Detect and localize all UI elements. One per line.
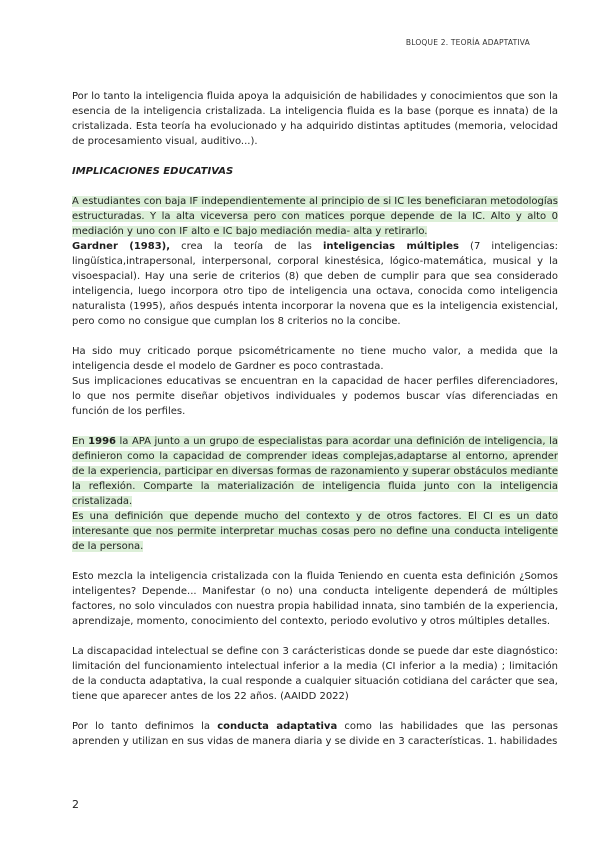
highlighted-text [72,436,558,507]
year-1996: 1996 [88,436,117,447]
paragraph-apa-definition [72,434,558,509]
text-run: Por lo tanto definimos la [72,721,218,732]
text-run: (7 inteligencias: lingüística,intrapersonal, interpersonal, corporal kinestésica, lógico-matemática, musical y la visoespacial). Hay una serie de criterios (8) que deben de cumplir para que sea considerado inteligencia, luego incorpora otro tipo de inteligencia una octava, conocida como inteligencia naturalista (1995), años después intenta incorporar la novena que es la inteligencia existencial, pero como no consigue que cumplan los 8 criterios no la concibe. [72,241,558,327]
multiple-intelligences-term: inteligencias múltiples [323,241,459,252]
highlighted-text: Es una definición que depende mucho del contexto y de otros factores. El CI es un dato interesante que nos permite interpretar muchas cosas pero no define una conducta inteligente de la persona. [72,511,558,552]
section-title: IMPLICACIONES EDUCATIVAS [72,166,234,177]
paragraph-intellectual-disability: La discapacidad intelectual se define con 3 carácteristicas donde se puede dar este diagnóstico: limitación del funcionamiento intelectual inferior a la media (CI inferior a la media) ; limitación de la conducta adaptativa, la cual responde a cualquier situación cotidiana del carácter que sea, tiene que aparecer antes de los 22 años. (AAIDD 2022) [72,646,558,702]
paragraph-fluid-intelligence: Por lo tanto la inteligencia fluida apoya la adquisición de habilidades y conocimientos que son la esencia de la inteligencia cristalizada. La inteligencia fluida es la base (porque es innata) de la cristalizada. Esta teoría ha evolucionado y ha adquirido distintas aptitudes (memoria, velocidad de procesamiento visual, auditivo...). [72,91,558,147]
document-body [72,89,558,749]
highlighted-text: A estudiantes con baja IF independientemente al principio de si IC les beneficiaran metodologías estructuradas. Y la alta viceversa pero con matices porque depende de la IC. Alto y alto 0 mediación y uno con IF alto e IC bajo mediación media- alta y retirarlo. [72,196,558,237]
gardner-citation: Gardner (1983), [72,241,171,252]
paragraph-mix-intelligences: Esto mezcla la inteligencia cristalizada con la fluida Teniendo en cuenta esta definición ¿Somos inteligentes? Depende... Manifestar (o no) una conducta inteligente dependerá de múltiples factores, no solo vinculados con nuestra propia habilidad innata, sino también de la experiencia, aprendizaje, momento, conocimiento del contexto, periodo evolutivo y otros múltiples detalles. [72,571,558,627]
text-run: En [72,436,89,447]
paragraph-if-ic-methods [72,194,558,239]
paragraph-gardner [72,239,558,329]
page-number: 2 [72,798,79,811]
running-header: BLOQUE 2. TEORÍA ADAPTATIVA [405,38,530,47]
paragraph-criticism: Ha sido muy criticado porque psicométricamente no tiene mucho valor, a medida que la inteligencia desde el modelo de Gardner es poco contrastada. [72,346,558,372]
paragraph-context-definition [72,509,558,554]
paragraph-educational-implications: Sus implicaciones educativas se encuentran en la capacidad de hacer perfiles diferenciadores, lo que nos permite diseñar objetivos individuales y podemos buscar vías diferenciadas en función de los perfiles. [72,376,558,417]
text-run: crea la teoría de las [170,241,323,252]
paragraph-adaptive-behavior [72,719,558,749]
adaptive-behavior-term: conducta adaptativa [217,721,338,732]
text-run: como las habilidades que las personas aprenden y utilizan en sus vidas de manera diaria y se divide en 3 características. 1. habilidades [72,721,558,747]
text-run: la APA junto a un grupo de especialistas para acordar una definición de inteligencia, la definieron como la capacidad de comprender ideas complejas,adaptarse al entorno, aprender de la experiencia, participar en diversas formas de razonamiento y superar obstáculos mediante la reflexión. Comparte la materialización de inteligencia fluida junto con la inteligencia cristalizada. [72,436,558,507]
